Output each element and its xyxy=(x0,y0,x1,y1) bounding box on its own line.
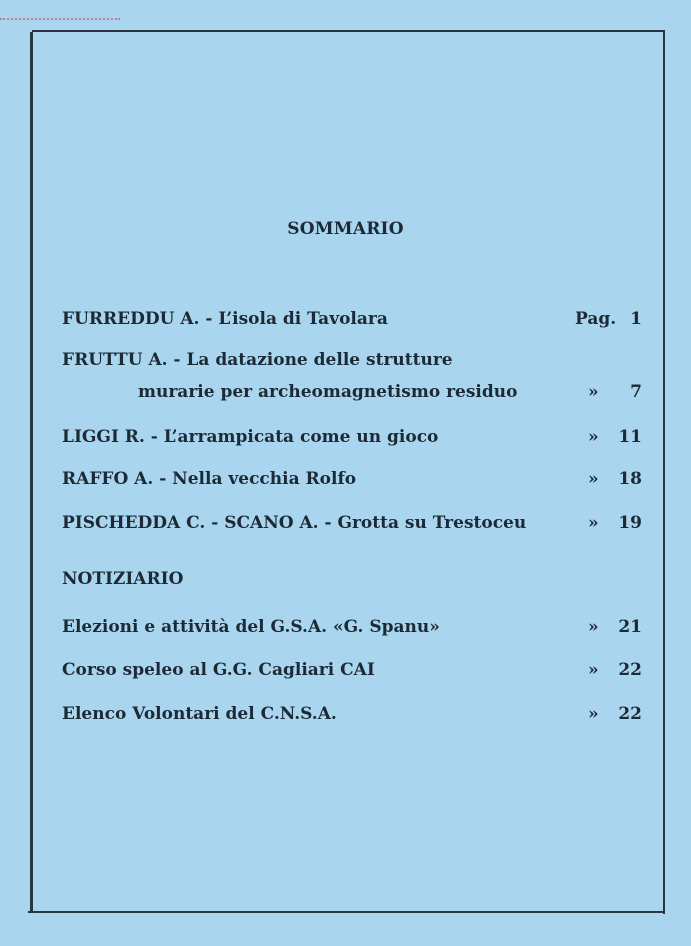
toc-ditto-mark: » xyxy=(588,660,599,680)
toc-page-number: 19 xyxy=(618,513,642,533)
toc-ditto-mark: » xyxy=(588,382,599,402)
toc-page-number: 1 xyxy=(630,309,642,329)
toc-entry-text-continued: murarie per archeomagnetismo residuo xyxy=(138,382,518,402)
toc-entry-text: LIGGI R. - L’arrampicata come un gioco xyxy=(62,427,439,447)
toc-page-number: 18 xyxy=(618,469,642,489)
toc-page-number: 22 xyxy=(618,660,642,680)
toc-ditto-mark: » xyxy=(588,513,599,533)
toc-ditto-mark: » xyxy=(588,617,599,637)
toc-ditto-mark: » xyxy=(588,427,599,447)
news-entry-text: Elezioni e attività del G.S.A. «G. Spanu» xyxy=(62,617,440,637)
page-border-top xyxy=(32,30,664,32)
page-border-right xyxy=(663,30,665,914)
toc-page-number: 22 xyxy=(618,704,642,724)
page-title: SOMMARIO xyxy=(287,219,404,239)
toc-page-label: Pag. xyxy=(575,309,617,329)
toc-entry-text: RAFFO A. - Nella vecchia Rolfo xyxy=(62,469,357,489)
page-border-bottom xyxy=(28,911,665,913)
news-entry-text: Elenco Volontari del C.N.S.A. xyxy=(62,704,337,724)
toc-page-number: 11 xyxy=(618,427,642,447)
toc-page-number: 21 xyxy=(618,617,642,637)
toc-entry-text: PISCHEDDA C. - SCANO A. - Grotta su Trestoceu xyxy=(62,513,527,533)
section-heading: NOTIZIARIO xyxy=(62,569,184,589)
page-border-left xyxy=(30,32,33,912)
toc-entry-text: FRUTTU A. - La datazione delle strutture xyxy=(62,350,453,370)
toc-ditto-mark: » xyxy=(588,704,599,724)
news-entry-text: Corso speleo al G.G. Cagliari CAI xyxy=(62,660,375,680)
corner-mark xyxy=(0,18,120,22)
toc-ditto-mark: » xyxy=(588,469,599,489)
toc-page-number: 7 xyxy=(630,382,642,402)
toc-entry-text: FURREDDU A. - L’isola di Tavolara xyxy=(62,309,388,329)
